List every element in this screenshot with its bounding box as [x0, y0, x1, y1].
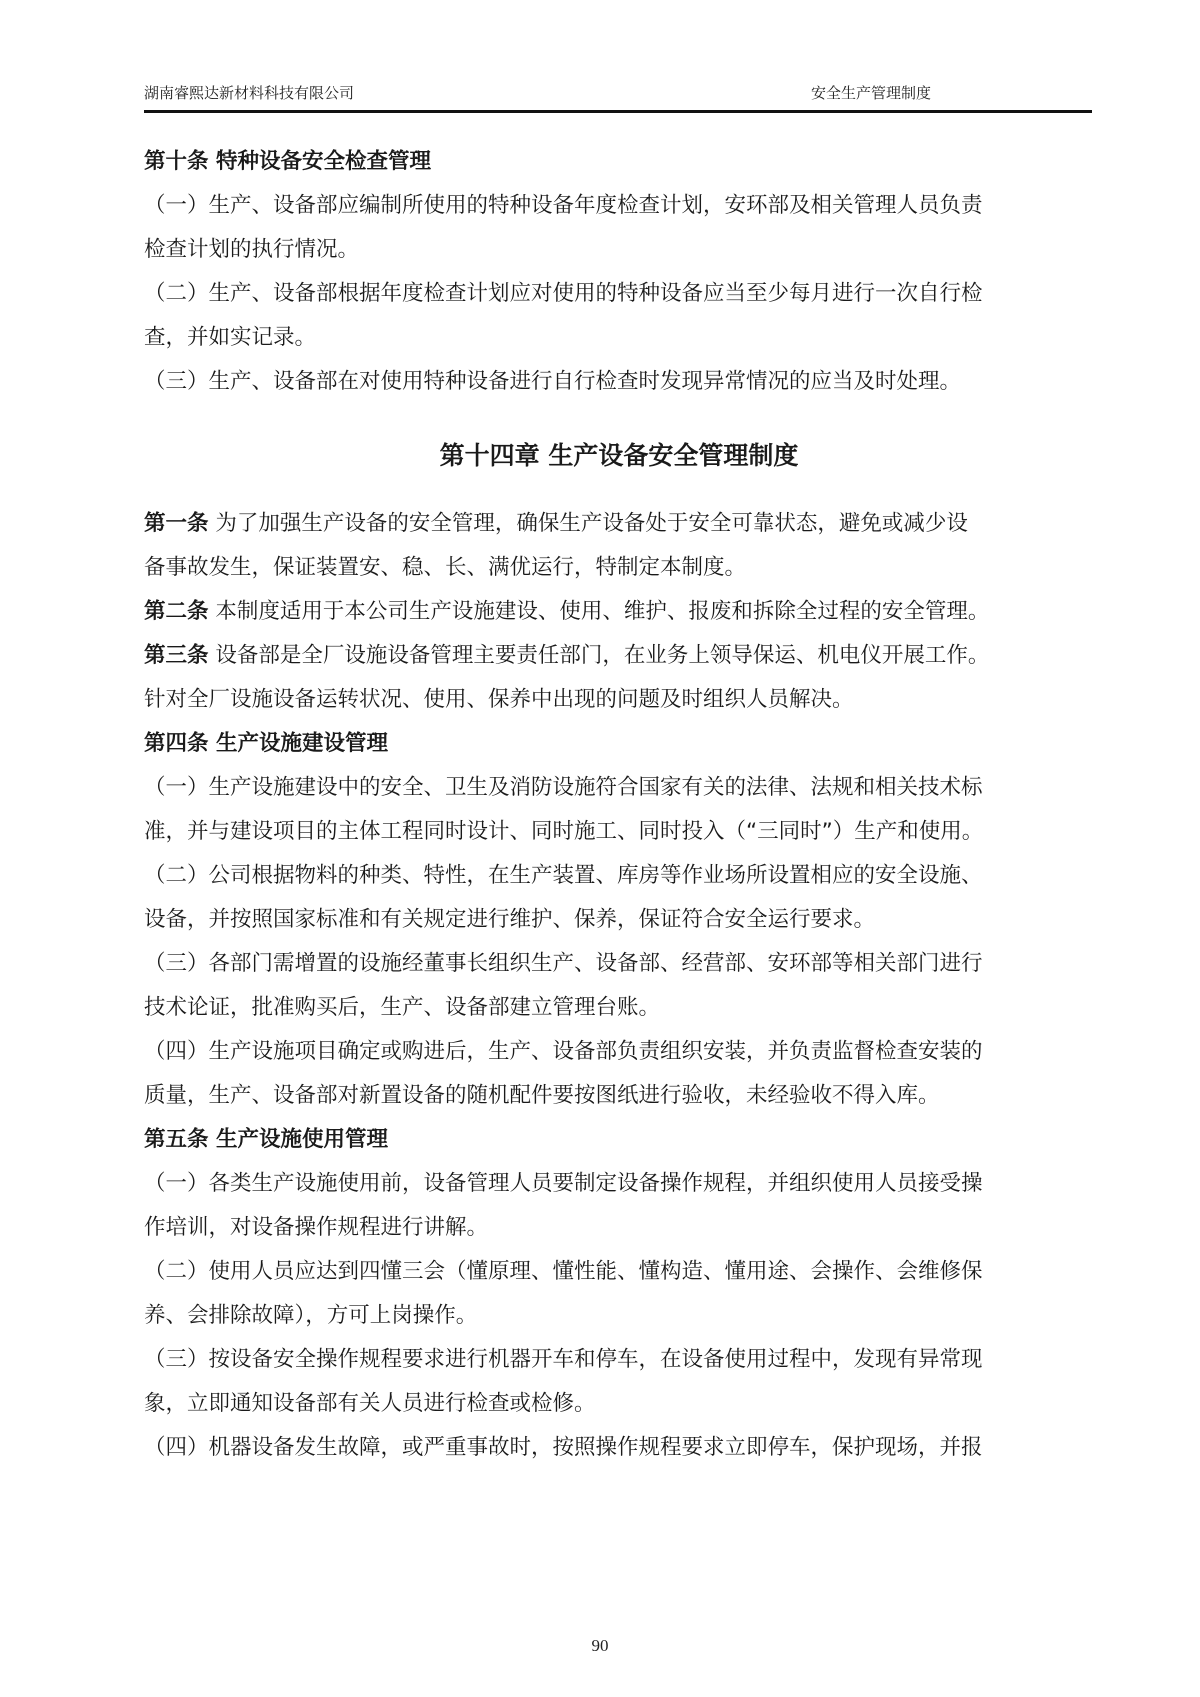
paragraph-line: 针对全厂设施设备运转状况、使用、保养中出现的问题及时组织人员解决。 [144, 687, 854, 712]
chapter-title: 第十四章 生产设备安全管理制度 [439, 441, 799, 470]
paragraph-line: （三）各部门需增置的设施经董事长组织生产、设备部、经营部、安环部等相关部门进行 [144, 951, 983, 976]
paragraph-line: 准，并与建设项目的主体工程同时设计、同时施工、同时投入（“三同时”）生产和使用。 [144, 819, 984, 844]
paragraph-line: 象，立即通知设备部有关人员进行检查或检修。 [144, 1391, 596, 1416]
paragraph-line: （三）生产、设备部在对使用特种设备进行自行检查时发现异常情况的应当及时处理。 [144, 369, 962, 394]
article-label: 第三条 [144, 643, 209, 668]
paragraph-line: （二）公司根据物料的种类、特性，在生产装置、库房等作业场所设置相应的安全设施、 [144, 863, 983, 888]
paragraph-line: （二）使用人员应达到四懂三会（懂原理、懂性能、懂构造、懂用途、会操作、会维修保 [144, 1259, 983, 1284]
paragraph-line: （三）按设备安全操作规程要求进行机器开车和停车，在设备使用过程中，发现有异常现 [144, 1347, 983, 1372]
page-number: 90 [591, 1636, 609, 1655]
paragraph-line: 作培训，对设备操作规程进行讲解。 [144, 1215, 489, 1240]
paragraph-line: （一）各类生产设施使用前，设备管理人员要制定设备操作规程，并组织使用人员接受操 [144, 1171, 983, 1196]
paragraph-line: （一）生产设施建设中的安全、卫生及消防设施符合国家有关的法律、法规和相关技术标 [144, 775, 983, 800]
paragraph-line: 质量，生产、设备部对新置设备的随机配件要按图纸进行验收，未经验收不得入库。 [144, 1083, 940, 1108]
article-heading: 第四条 生产设施建设管理 [144, 731, 388, 756]
article-label: 第二条 [144, 599, 209, 624]
article-heading: 第十条 特种设备安全检查管理 [144, 149, 431, 174]
page-header [144, 78, 1092, 106]
paragraph-line: 查，并如实记录。 [144, 325, 317, 350]
article-text: 设备部是全厂设施设备管理主要责任部门，在业务上领导保运、机电仪开展工作。 [208, 643, 990, 668]
article-heading: 第五条 生产设施使用管理 [144, 1127, 388, 1152]
paragraph-line: 技术论证，批准购买后，生产、设备部建立管理台账。 [144, 995, 661, 1020]
paragraph-line: 设备，并按照国家标准和有关规定进行维护、保养，保证符合安全运行要求。 [144, 907, 876, 932]
article-label: 第一条 [144, 511, 209, 536]
paragraph-line: 养、会排除故障），方可上岗操作。 [144, 1303, 478, 1328]
paragraph-line: （四）机器设备发生故障，或严重事故时，按照操作规程要求立即停车，保护现场，并报 [144, 1435, 983, 1460]
company-name: 湖南睿熙达新材料科技有限公司 [144, 84, 355, 102]
article-paragraph [144, 512, 968, 536]
document-title: 安全生产管理制度 [811, 84, 932, 102]
header-divider [144, 110, 1092, 113]
paragraph-line: 检查计划的执行情况。 [144, 237, 360, 262]
article-paragraph [144, 600, 989, 624]
paragraph-line: （四）生产设施项目确定或购进后，生产、设备部负责组织安装，并负责监督检查安装的 [144, 1039, 983, 1064]
article-text: 为了加强生产设备的安全管理，确保生产设备处于安全可靠状态，避免或减少设 [208, 511, 968, 536]
paragraph-line: （一）生产、设备部应编制所使用的特种设备年度检查计划，安环部及相关管理人员负责 [144, 193, 983, 218]
article-paragraph [144, 644, 989, 668]
article-text: 本制度适用于本公司生产设施建设、使用、维护、报废和拆除全过程的安全管理。 [208, 599, 990, 624]
paragraph-line: （二）生产、设备部根据年度检查计划应对使用的特种设备应当至少每月进行一次自行检 [144, 281, 983, 306]
paragraph-line: 备事故发生，保证装置安、稳、长、满优运行，特制定本制度。 [144, 555, 747, 580]
